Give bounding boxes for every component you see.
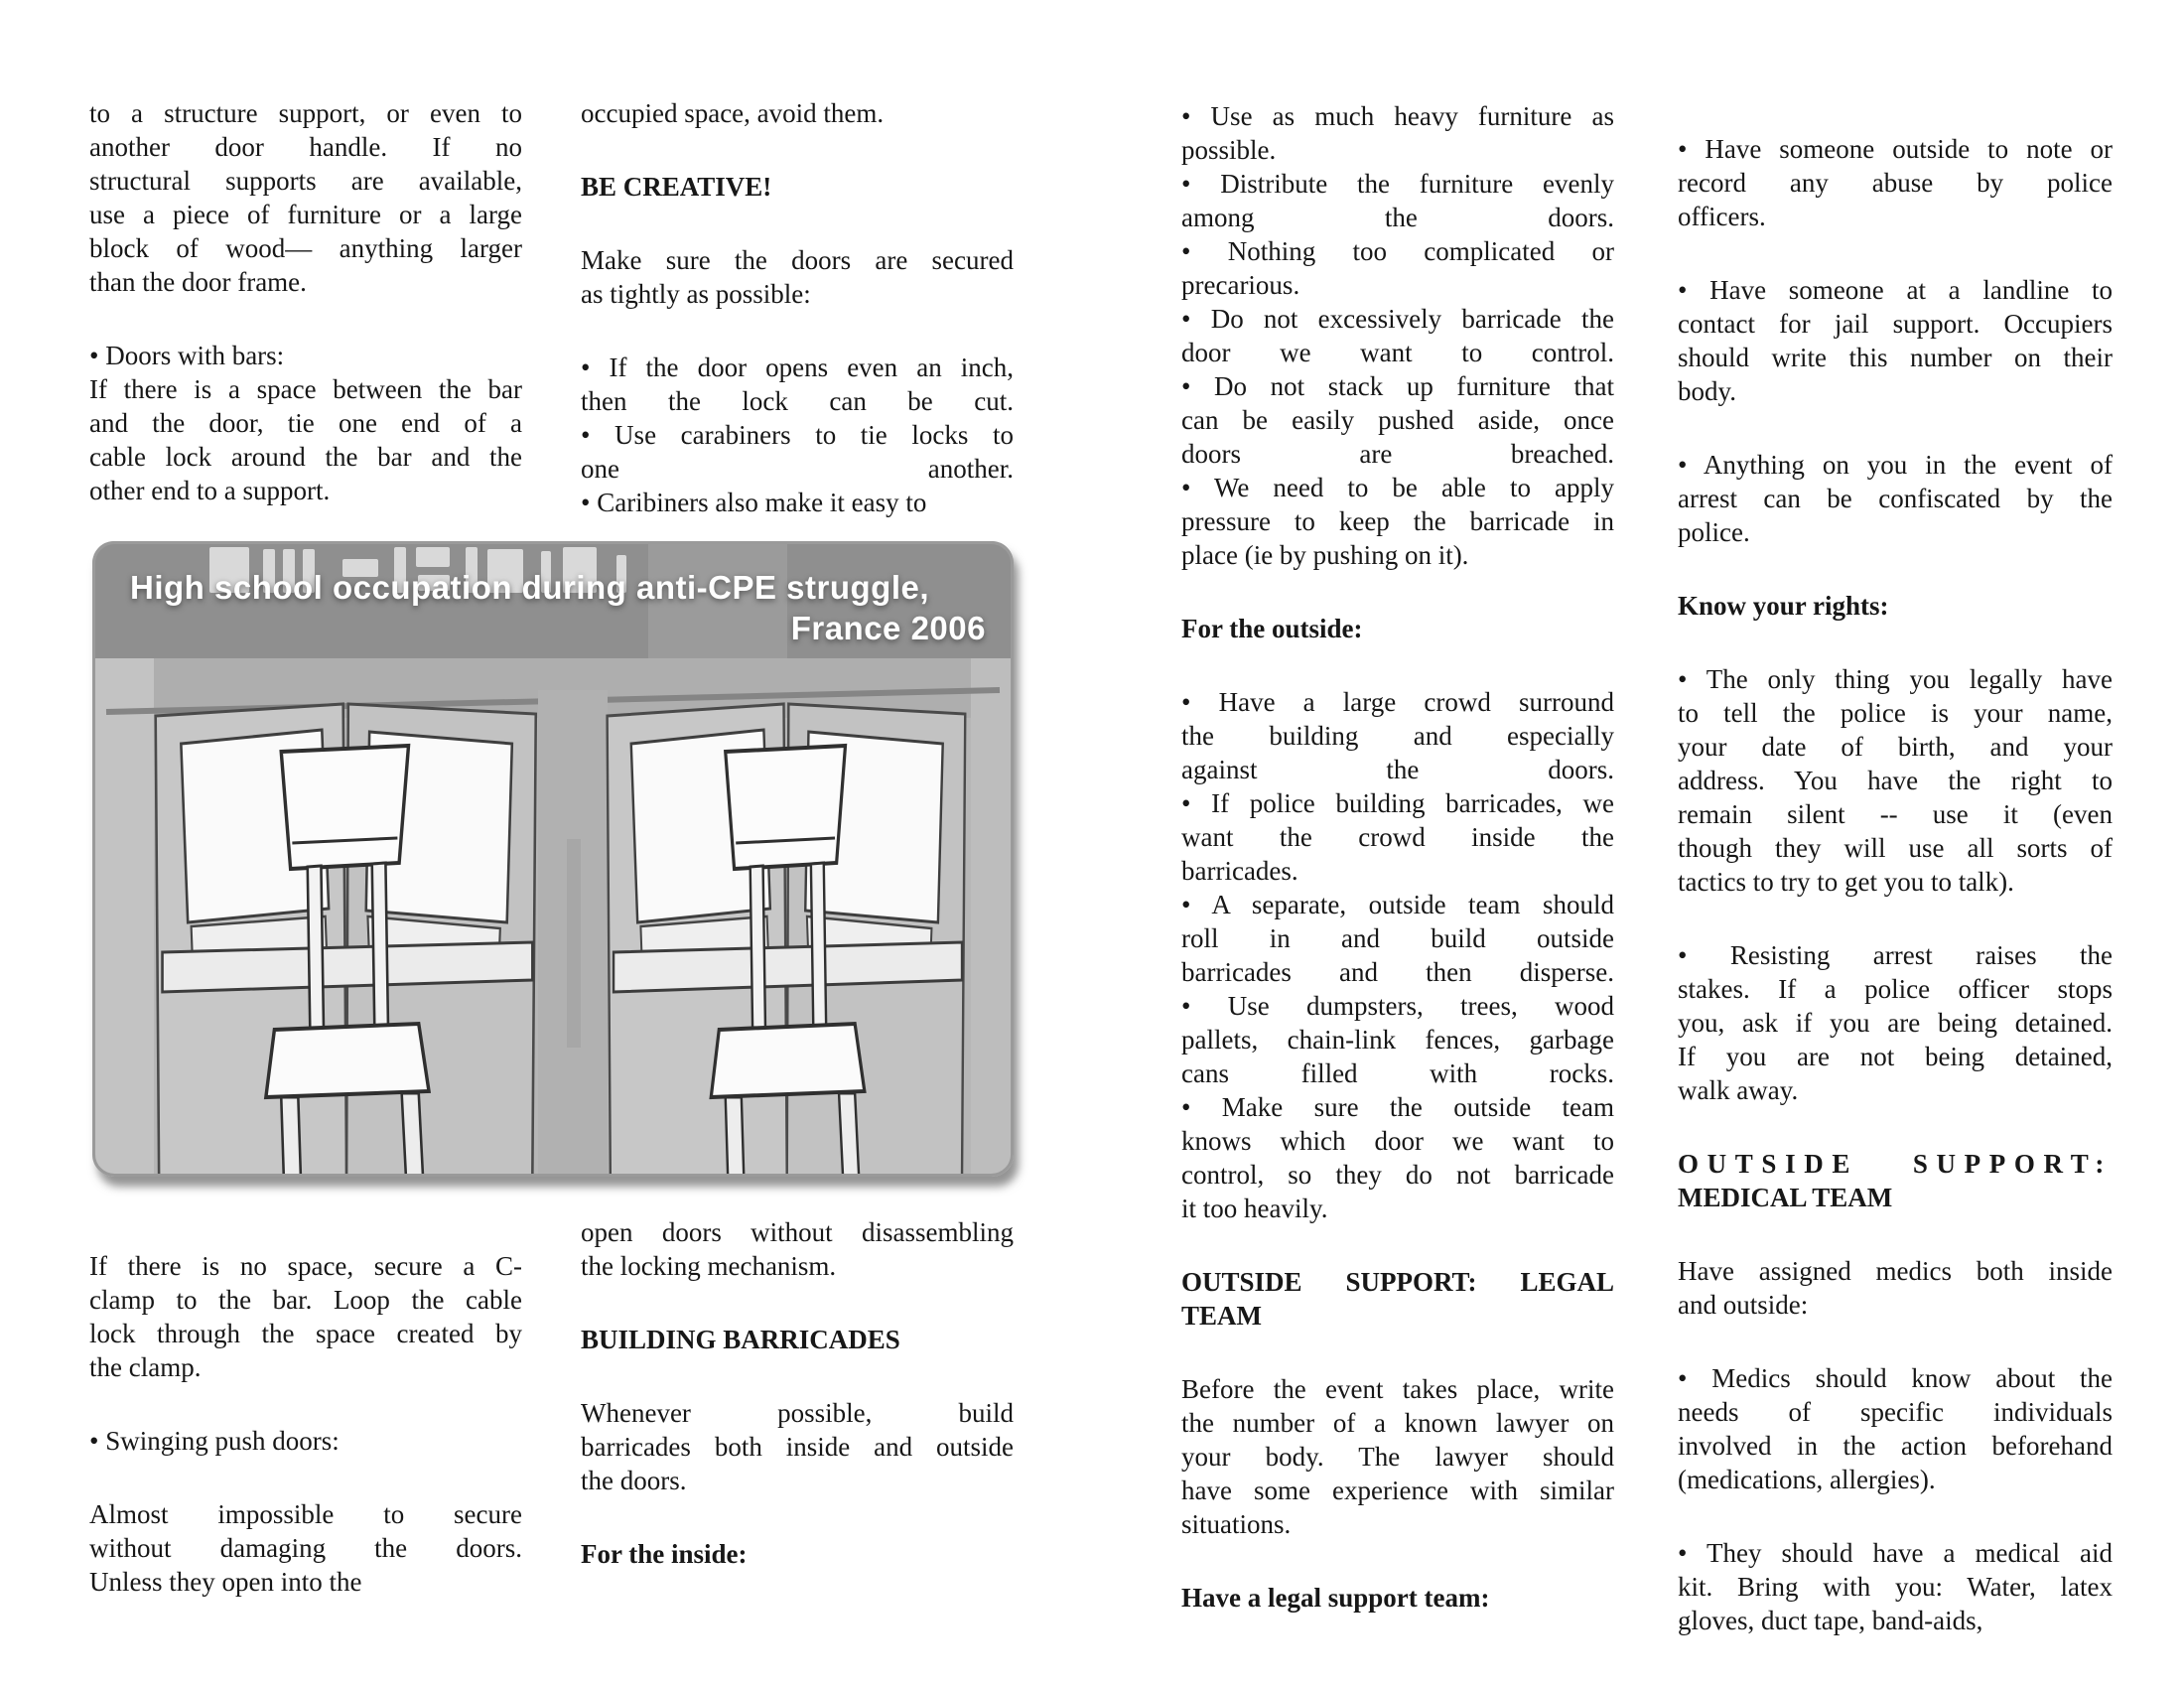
text-line: remain silent -- use it (even bbox=[1678, 799, 2113, 829]
text-line: • The only thing you legally have bbox=[1678, 664, 2113, 694]
text-line: • Doors with bars: bbox=[89, 341, 285, 370]
text-line: Unless they open into the bbox=[89, 1567, 362, 1597]
text-line: • Swinging push doors: bbox=[89, 1426, 340, 1456]
text-line: • Do not stack up furniture that bbox=[1181, 371, 1614, 401]
paragraph-block bbox=[1678, 132, 2113, 233]
text-line: pressure to keep the barricade in bbox=[1181, 506, 1614, 536]
text-line: officers. bbox=[1678, 202, 1766, 231]
text-line: against the doors. bbox=[1181, 755, 1614, 784]
text-line: needs of specific individuals bbox=[1678, 1397, 2113, 1427]
text-line: address. You have the right to bbox=[1678, 766, 2113, 795]
text-line: clamp to the bar. Loop the cable bbox=[89, 1285, 522, 1315]
text-line: barricades. bbox=[1181, 856, 1298, 886]
column-1-upper bbox=[89, 96, 522, 547]
text-line: the locking mechanism. bbox=[581, 1251, 837, 1281]
text-line: MEDICAL TEAM bbox=[1678, 1183, 1893, 1212]
text-line: one another. bbox=[581, 454, 1014, 484]
text-line: walk away. bbox=[1678, 1075, 1799, 1105]
column-4 bbox=[1678, 132, 2113, 1677]
text-line: OUTSIDE SUPPORT: bbox=[1678, 1149, 2113, 1179]
text-line: • Distribute the furniture evenly bbox=[1181, 169, 1614, 199]
text-line: the doors. bbox=[581, 1466, 687, 1495]
text-line: stakes. If a police officer stops bbox=[1678, 974, 2113, 1004]
paragraph-block bbox=[89, 339, 522, 372]
text-line: contact for jail support. Occupiers bbox=[1678, 309, 2113, 339]
text-line: and outside: bbox=[1678, 1290, 1809, 1320]
text-line: cable lock around the bar and the bbox=[89, 442, 522, 472]
paragraph-block bbox=[1181, 685, 1614, 1225]
text-line: • Make sure the outside team bbox=[1181, 1092, 1614, 1122]
text-line: OUTSIDE SUPPORT: LEGAL bbox=[1181, 1267, 1614, 1297]
text-line: cans filled with rocks. bbox=[1181, 1058, 1614, 1088]
text-line: • Medics should know about the bbox=[1678, 1363, 2113, 1393]
text-line: block of wood— anything larger bbox=[89, 233, 522, 263]
text-line: can be easily pushed aside, once bbox=[1181, 405, 1614, 435]
text-line: roll in and build outside bbox=[1181, 923, 1614, 953]
text-line: it too heavily. bbox=[1181, 1194, 1328, 1223]
paragraph-block bbox=[89, 1424, 522, 1458]
text-line: the number of a known lawyer on bbox=[1181, 1408, 1614, 1438]
paragraph-block bbox=[1678, 1361, 2113, 1496]
text-line: If there is no space, secure a C- bbox=[89, 1251, 522, 1281]
photo-caption-line1: High school occupation during anti-CPE struggle, bbox=[130, 569, 930, 606]
photo-caption bbox=[130, 567, 986, 648]
text-line: among the doors. bbox=[1181, 203, 1614, 232]
paragraph-block bbox=[581, 1215, 1014, 1283]
text-line: tactics to try to get you to talk). bbox=[1678, 867, 2014, 897]
text-line: • Use dumpsters, trees, wood bbox=[1181, 991, 1614, 1021]
text-line: • Anything on you in the event of bbox=[1678, 450, 2113, 480]
text-line: involved in the action beforehand bbox=[1678, 1431, 2113, 1461]
text-line: Have assigned medics both inside bbox=[1678, 1256, 2113, 1286]
text-line: the clamp. bbox=[89, 1352, 202, 1382]
text-line: pallets, chain-link fences, garbage bbox=[1181, 1025, 1614, 1055]
text-line: For the outside: bbox=[1181, 614, 1363, 643]
heading-block bbox=[581, 1323, 1014, 1356]
text-line: place (ie by pushing on it). bbox=[1181, 540, 1469, 570]
text-line: • Have a large crowd surround bbox=[1181, 687, 1614, 717]
text-line: situations. bbox=[1181, 1509, 1292, 1539]
text-line: gloves, duct tape, band-aids, bbox=[1678, 1606, 1983, 1635]
text-line: If there is a space between the bar bbox=[89, 374, 522, 404]
heading-block bbox=[1181, 612, 1614, 645]
heading-block bbox=[1678, 589, 2113, 623]
paragraph-block bbox=[581, 96, 1014, 130]
paragraph-block bbox=[1181, 99, 1614, 572]
text-line: as tightly as possible: bbox=[581, 279, 811, 309]
text-line: without damaging the doors. bbox=[89, 1533, 522, 1563]
text-line: other end to a support. bbox=[89, 476, 331, 505]
column-1-lower bbox=[89, 1249, 522, 1638]
photo-caption-line2: France 2006 bbox=[790, 610, 986, 646]
text-line: doors are breached. bbox=[1181, 439, 1614, 469]
text-line: kit. Bring with you: Water, latex bbox=[1678, 1572, 2113, 1602]
paragraph-block bbox=[89, 1497, 522, 1599]
heading-block bbox=[581, 1537, 1014, 1571]
text-line: For the inside: bbox=[581, 1539, 748, 1569]
text-line: another door handle. If no bbox=[89, 132, 522, 162]
text-line: Before the event takes place, write bbox=[1181, 1374, 1614, 1404]
left-door-pair bbox=[156, 704, 536, 1177]
paragraph-block bbox=[89, 372, 522, 507]
text-line: door we want to control. bbox=[1181, 338, 1614, 367]
text-line: barricades and then disperse. bbox=[1181, 957, 1614, 987]
text-line: BE CREATIVE! bbox=[581, 172, 772, 202]
text-line: possible. bbox=[1181, 135, 1277, 165]
text-line: • Caribiners also make it easy to bbox=[581, 488, 927, 517]
text-line: (medications, allergies). bbox=[1678, 1465, 1936, 1494]
text-line: control, so they do not barricade bbox=[1181, 1160, 1614, 1190]
heading-block bbox=[1181, 1581, 1614, 1615]
right-door-pair bbox=[608, 704, 966, 1177]
column-2-lower bbox=[581, 1215, 1014, 1611]
heading-block bbox=[581, 170, 1014, 204]
text-line: • Resisting arrest raises the bbox=[1678, 940, 2113, 970]
text-line: though they will use all sorts of bbox=[1678, 833, 2113, 863]
text-line: • We need to be able to apply bbox=[1181, 473, 1614, 502]
text-line: • A separate, outside team should bbox=[1181, 890, 1614, 919]
text-line: • Use as much heavy furniture as bbox=[1181, 101, 1614, 131]
paragraph-block bbox=[581, 243, 1014, 311]
paragraph-block bbox=[1678, 273, 2113, 408]
column-2-upper bbox=[581, 96, 1014, 559]
text-line: structural supports are available, bbox=[89, 166, 522, 196]
text-line: knows which door we want to bbox=[1181, 1126, 1614, 1156]
text-line: your body. The lawyer should bbox=[1181, 1442, 1614, 1472]
text-line: • Use carabiners to tie locks to bbox=[581, 420, 1014, 450]
text-line: have some experience with similar bbox=[1181, 1476, 1614, 1505]
text-line: If you are not being detained, bbox=[1678, 1042, 2113, 1071]
text-line: Have a legal support team: bbox=[1181, 1583, 1490, 1613]
paragraph-block bbox=[581, 351, 1014, 519]
paragraph-block bbox=[581, 1396, 1014, 1497]
text-line: occupied space, avoid them. bbox=[581, 98, 885, 128]
text-line: your date of birth, and your bbox=[1678, 732, 2113, 762]
text-line: • Do not excessively barricade the bbox=[1181, 304, 1614, 334]
text-line: barricades both inside and outside bbox=[581, 1432, 1014, 1462]
text-line: police. bbox=[1678, 517, 1750, 547]
text-line: to a structure support, or even to bbox=[89, 98, 522, 128]
text-line: Whenever possible, build bbox=[581, 1398, 1014, 1428]
text-line: lock through the space created by bbox=[89, 1319, 522, 1348]
paragraph-block bbox=[89, 96, 522, 299]
heading-block bbox=[1678, 1147, 2113, 1214]
heading-block bbox=[1181, 1265, 1614, 1333]
text-line: • They should have a medical aid bbox=[1678, 1538, 2113, 1568]
text-line: then the lock can be cut. bbox=[581, 386, 1014, 416]
text-line: than the door frame. bbox=[89, 267, 307, 297]
column-3 bbox=[1181, 99, 1614, 1654]
text-line: • If police building barricades, we bbox=[1181, 788, 1614, 818]
text-line: to tell the police is your name, bbox=[1678, 698, 2113, 728]
text-line: use a piece of furniture or a large bbox=[89, 200, 522, 229]
text-line: BUILDING BARRICADES bbox=[581, 1325, 900, 1354]
text-line: and the door, tie one end of a bbox=[89, 408, 522, 438]
text-line: the building and especially bbox=[1181, 721, 1614, 751]
text-line: open doors without disassembling bbox=[581, 1217, 1014, 1247]
text-line: want the crowd inside the bbox=[1181, 822, 1614, 852]
paragraph-block bbox=[1678, 448, 2113, 549]
paragraph-block bbox=[89, 1249, 522, 1384]
paragraph-block bbox=[1678, 662, 2113, 899]
text-line: Almost impossible to secure bbox=[89, 1499, 522, 1529]
text-line: • If the door opens even an inch, bbox=[581, 352, 1014, 382]
text-line: arrest can be confiscated by the bbox=[1678, 484, 2113, 513]
text-line: Know your rights: bbox=[1678, 591, 1889, 621]
barricaded-doors-photo bbox=[92, 541, 1014, 1177]
paragraph-block bbox=[1678, 1254, 2113, 1322]
text-line: • Have someone at a landline to bbox=[1678, 275, 2113, 305]
text-line: Make sure the doors are secured bbox=[581, 245, 1014, 275]
text-line: precarious. bbox=[1181, 270, 1300, 300]
text-line: you, ask if you are being detained. bbox=[1678, 1008, 2113, 1038]
paragraph-block bbox=[1181, 1372, 1614, 1541]
paragraph-block bbox=[1678, 938, 2113, 1107]
text-line: • Have someone outside to note or bbox=[1678, 134, 2113, 164]
text-line: • Nothing too complicated or bbox=[1181, 236, 1614, 266]
paragraph-block bbox=[1678, 1536, 2113, 1637]
text-line: record any abuse by police bbox=[1678, 168, 2113, 198]
text-line: TEAM bbox=[1181, 1301, 1262, 1331]
text-line: should write this number on their bbox=[1678, 343, 2113, 372]
text-line: body. bbox=[1678, 376, 1736, 406]
